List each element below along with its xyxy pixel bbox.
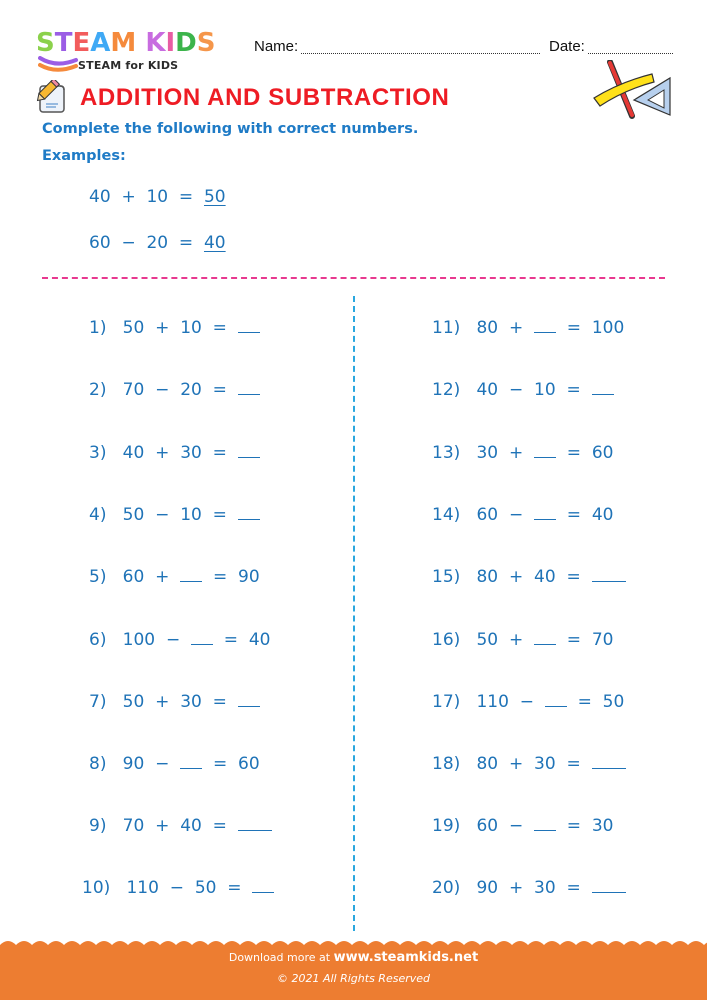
operand-a: 110 bbox=[476, 692, 509, 712]
operand-a: 40 bbox=[122, 443, 145, 463]
name-field[interactable] bbox=[301, 53, 540, 54]
logo-letter bbox=[136, 28, 145, 58]
operand-b: 30 bbox=[180, 692, 202, 712]
problem-number: 15) bbox=[432, 567, 461, 587]
operator: + bbox=[155, 692, 170, 712]
problem-item: 9) 70 + 40 = bbox=[89, 816, 272, 836]
operand-a: 100 bbox=[122, 630, 156, 650]
operator: − bbox=[508, 816, 524, 836]
logo-letter: T bbox=[54, 28, 73, 58]
operand-b: 30 bbox=[180, 443, 202, 463]
answer-blank[interactable] bbox=[180, 754, 202, 769]
answer-blank[interactable] bbox=[592, 878, 626, 893]
problem-number: 9) bbox=[89, 816, 107, 836]
result: 100 bbox=[591, 318, 625, 338]
answer-blank[interactable] bbox=[238, 443, 260, 458]
instruction-text: Complete the following with correct numbers. bbox=[42, 121, 419, 137]
result: 60 bbox=[591, 443, 614, 463]
result: 90 bbox=[238, 567, 260, 587]
problem-number: 17) bbox=[432, 692, 461, 712]
result: 30 bbox=[591, 816, 614, 836]
problem-number: 18) bbox=[432, 754, 461, 774]
problem-number: 8) bbox=[89, 754, 107, 774]
logo-letter: K bbox=[145, 28, 166, 58]
problem-item: 14) 60 − = 40 bbox=[432, 505, 614, 525]
answer-blank[interactable] bbox=[238, 505, 260, 520]
problem-number: 14) bbox=[432, 505, 461, 525]
operator: + bbox=[508, 443, 524, 463]
problem-item: 7) 50 + 30 = bbox=[89, 692, 260, 712]
logo-wordmark bbox=[36, 28, 215, 58]
logo-swoosh-icon bbox=[38, 56, 80, 74]
operator: − bbox=[155, 754, 170, 774]
problem-item: 8) 90 − = 60 bbox=[89, 754, 260, 774]
operand-a: 60 bbox=[476, 505, 499, 525]
answer-blank[interactable] bbox=[534, 630, 556, 645]
footer-download-prefix: Download more at bbox=[228, 951, 334, 964]
operator: + bbox=[508, 630, 524, 650]
problem-number: 12) bbox=[432, 380, 461, 400]
steam-kids-logo bbox=[36, 28, 236, 74]
problem-item: 13) 30 + = 60 bbox=[432, 443, 614, 463]
problem-item: 17) 110 − = 50 bbox=[432, 692, 625, 712]
logo-letter: A bbox=[90, 28, 111, 58]
operand-a: 70 bbox=[122, 380, 145, 400]
problem-number: 7) bbox=[89, 692, 107, 712]
operand-a: 60 bbox=[476, 816, 499, 836]
operand-a: 80 bbox=[476, 567, 499, 587]
operator: + bbox=[508, 318, 524, 338]
answer-blank[interactable] bbox=[534, 443, 556, 458]
operator: − bbox=[519, 692, 534, 712]
problem-item: 1) 50 + 10 = bbox=[89, 318, 260, 338]
examples-label: Examples: bbox=[42, 148, 126, 164]
operand-b: 10 bbox=[180, 318, 202, 338]
problem-item: 15) 80 + 40 = bbox=[432, 567, 626, 587]
result: 60 bbox=[238, 754, 260, 774]
operator: + bbox=[155, 567, 170, 587]
operand-a: 40 bbox=[476, 380, 499, 400]
problem-item: 12) 40 − 10 = bbox=[432, 380, 614, 400]
problem-item: 19) 60 − = 30 bbox=[432, 816, 614, 836]
answer-blank[interactable] bbox=[592, 754, 626, 769]
operand-a: 30 bbox=[476, 443, 499, 463]
answer-blank[interactable] bbox=[545, 692, 567, 707]
operand-b: 40 bbox=[180, 816, 202, 836]
date-label: Date: bbox=[549, 38, 585, 55]
logo-subtitle: STEAM for KIDS bbox=[78, 59, 179, 72]
problem-item: 16) 50 + = 70 bbox=[432, 630, 614, 650]
name-label: Name: bbox=[254, 38, 299, 55]
problem-number: 19) bbox=[432, 816, 461, 836]
page-title: ADDITION AND SUBTRACTION bbox=[80, 84, 450, 111]
operand-b: 40 bbox=[534, 567, 556, 587]
problem-number: 16) bbox=[432, 630, 461, 650]
problem-number: 1) bbox=[89, 318, 107, 338]
operator: − bbox=[165, 630, 181, 650]
problem-number: 6) bbox=[89, 630, 107, 650]
result: 50 bbox=[602, 692, 625, 712]
operand-a: 60 bbox=[122, 567, 145, 587]
answer-blank[interactable] bbox=[252, 878, 274, 893]
footer-site-link[interactable]: www.steamkids.net bbox=[333, 950, 479, 965]
operator: − bbox=[169, 878, 184, 898]
operator: + bbox=[155, 443, 170, 463]
logo-letter: S bbox=[196, 28, 216, 58]
operator: + bbox=[155, 318, 170, 338]
problem-item: 5) 60 + = 90 bbox=[89, 567, 260, 587]
operator: + bbox=[155, 816, 170, 836]
problem-item: 10) 110 − 50 = bbox=[82, 878, 274, 898]
problem-item: 20) 90 + 30 = bbox=[432, 878, 626, 898]
operand-a: 70 bbox=[122, 816, 145, 836]
result: 40 bbox=[248, 630, 271, 650]
problem-number: 4) bbox=[89, 505, 107, 525]
problem-number: 13) bbox=[432, 443, 461, 463]
logo-letter: E bbox=[72, 28, 91, 58]
operator: + bbox=[508, 878, 524, 898]
example-equation bbox=[89, 233, 226, 253]
logo-letter: S bbox=[36, 28, 55, 58]
logo-letter: M bbox=[110, 28, 137, 58]
problem-item: 2) 70 − 20 = bbox=[89, 380, 260, 400]
operand-a: 90 bbox=[476, 878, 499, 898]
footer-copyright: © 2021 All Rights Reserved bbox=[276, 972, 430, 985]
operand-b: 30 bbox=[534, 754, 556, 774]
logo-letter: D bbox=[175, 28, 197, 58]
result: 40 bbox=[591, 505, 614, 525]
answer-blank[interactable] bbox=[238, 318, 260, 333]
answer-blank[interactable] bbox=[238, 380, 260, 395]
result: 70 bbox=[591, 630, 614, 650]
answer-blank[interactable] bbox=[592, 380, 614, 395]
operand-a: 50 bbox=[122, 318, 145, 338]
example-expression: 40 + 10 = bbox=[89, 187, 204, 207]
horizontal-divider bbox=[42, 277, 665, 279]
answer-blank[interactable] bbox=[592, 567, 626, 582]
problem-number: 2) bbox=[89, 380, 107, 400]
operand-a: 50 bbox=[476, 630, 499, 650]
answer-blank[interactable] bbox=[180, 567, 202, 582]
operator: − bbox=[508, 380, 524, 400]
operator: + bbox=[508, 567, 524, 587]
problem-item: 18) 80 + 30 = bbox=[432, 754, 626, 774]
example-answer: 50 bbox=[203, 187, 226, 207]
problem-number: 11) bbox=[432, 318, 461, 338]
date-field[interactable] bbox=[588, 53, 673, 54]
answer-blank[interactable] bbox=[534, 505, 556, 520]
answer-blank[interactable] bbox=[191, 630, 213, 645]
operand-a: 50 bbox=[122, 505, 145, 525]
problem-number: 20) bbox=[432, 878, 461, 898]
footer-download-text bbox=[0, 950, 707, 965]
problem-item: 4) 50 − 10 = bbox=[89, 505, 260, 525]
problem-number: 5) bbox=[89, 567, 107, 587]
logo-letter: I bbox=[165, 28, 176, 58]
operand-a: 50 bbox=[122, 692, 145, 712]
operand-a: 80 bbox=[476, 318, 499, 338]
operator: − bbox=[155, 505, 170, 525]
operand-b: 50 bbox=[194, 878, 217, 898]
problem-number: 3) bbox=[89, 443, 107, 463]
operator: + bbox=[508, 754, 524, 774]
answer-blank[interactable] bbox=[534, 816, 556, 831]
example-expression: 60 − 20 = bbox=[89, 233, 204, 253]
problem-item: 3) 40 + 30 = bbox=[89, 443, 260, 463]
operator: − bbox=[508, 505, 524, 525]
operand-a: 80 bbox=[476, 754, 499, 774]
operand-b: 10 bbox=[180, 505, 202, 525]
operand-b: 10 bbox=[534, 380, 556, 400]
example-answer: 40 bbox=[203, 233, 226, 253]
pencil-paper-icon bbox=[34, 80, 70, 116]
operand-b: 20 bbox=[180, 380, 202, 400]
example-equation bbox=[89, 187, 226, 207]
answer-blank[interactable] bbox=[238, 692, 260, 707]
operand-a: 90 bbox=[122, 754, 145, 774]
answer-blank[interactable] bbox=[238, 816, 272, 831]
answer-blank[interactable] bbox=[534, 318, 556, 333]
operand-b: 30 bbox=[534, 878, 556, 898]
ruler-triangle-pencil-icon bbox=[590, 60, 675, 120]
operand-a: 110 bbox=[126, 878, 159, 898]
problem-number: 10) bbox=[82, 878, 111, 898]
operator: − bbox=[155, 380, 170, 400]
problem-item: 11) 80 + = 100 bbox=[432, 318, 625, 338]
problem-item: 6) 100 − = 40 bbox=[89, 630, 271, 650]
vertical-divider bbox=[353, 296, 355, 931]
